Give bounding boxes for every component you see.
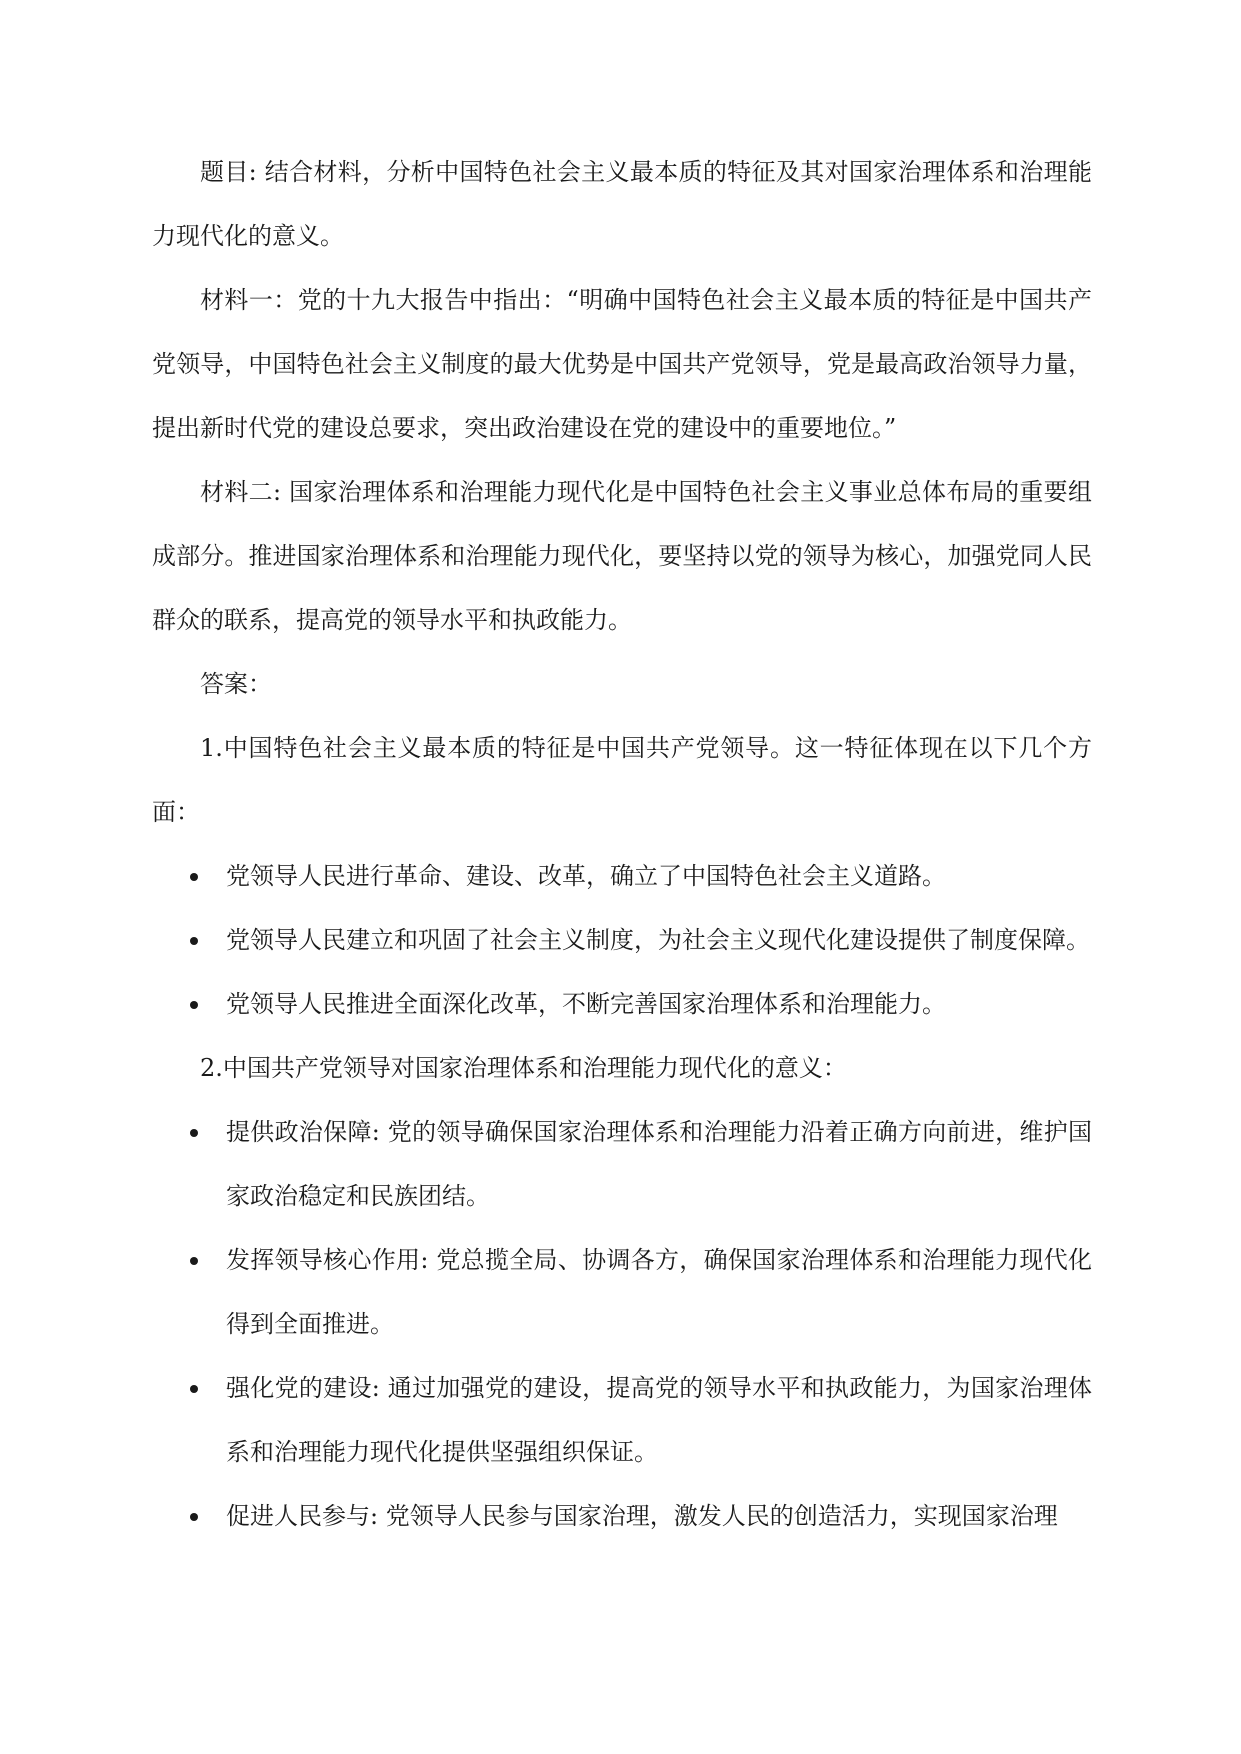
answer-label: 答案： [200,670,272,698]
list-item-text: 促进人民参与: 党领导人民参与国家治理，激发人民的创造活力，实现国家治理 [226,1502,1058,1530]
list-item [152,908,1092,972]
section-two-heading: 2.中国共产党领导对国家治理体系和治理能力现代化的意义： [200,1054,847,1082]
section-one-list [152,844,1092,1036]
bullet-icon [190,1257,198,1265]
material-two-paragraph: 材料二: 国家治理体系和治理能力现代化是中国特色社会主义事业总体布局的重要组成部分。推进国家治理体系和治理能力现代化，要坚持以党的领导为核心，加强党同人民群众的联系，提高党的领导水平和执政能力。 [152,478,1092,634]
list-item-text: 党领导人民推进全面深化改革，不断完善国家治理体系和治理能力。 [226,990,946,1018]
list-item-text: 发挥领导核心作用: 党总揽全局、协调各方，确保国家治理体系和治理能力现代化得到全面推进。 [226,1246,1092,1338]
bullet-icon [190,873,198,881]
bullet-icon [190,1385,198,1393]
document-body [152,140,1092,1548]
list-item-text: 党领导人民建立和巩固了社会主义制度，为社会主义现代化建设提供了制度保障。 [226,926,1090,954]
bullet-icon [190,1001,198,1009]
bullet-icon [190,1129,198,1137]
list-item [152,1484,1092,1548]
list-item [152,1228,1092,1356]
list-item-text: 提供政治保障: 党的领导确保国家治理体系和治理能力沿着正确方向前进，维护国家政治稳定和民族团结。 [226,1118,1092,1210]
list-item [152,1100,1092,1228]
list-item-text: 党领导人民进行革命、建设、改革，确立了中国特色社会主义道路。 [226,862,946,890]
list-item-text: 强化党的建设: 通过加强党的建设，提高党的领导水平和执政能力，为国家治理体系和治理能力现代化提供坚强组织保证。 [226,1374,1092,1466]
question-paragraph: 题目: 结合材料，分析中国特色社会主义最本质的特征及其对国家治理体系和治理能力现代化的意义。 [152,158,1092,250]
list-item [152,1356,1092,1484]
section-one-heading: 1.中国特色社会主义最本质的特征是中国共产党领导。这一特征体现在以下几个方面： [152,734,1092,826]
list-item [152,972,1092,1036]
bullet-icon [190,1513,198,1521]
bullet-icon [190,937,198,945]
material-one-paragraph: 材料一：党的十九大报告中指出：“明确中国特色社会主义最本质的特征是中国共产党领导，中国特色社会主义制度的最大优势是中国共产党领导，党是最高政治领导力量，提出新时代党的建设总要求，突出政治建设在党的建设中的重要地位。” [152,286,1092,442]
section-two-list [152,1100,1092,1548]
list-item [152,844,1092,908]
